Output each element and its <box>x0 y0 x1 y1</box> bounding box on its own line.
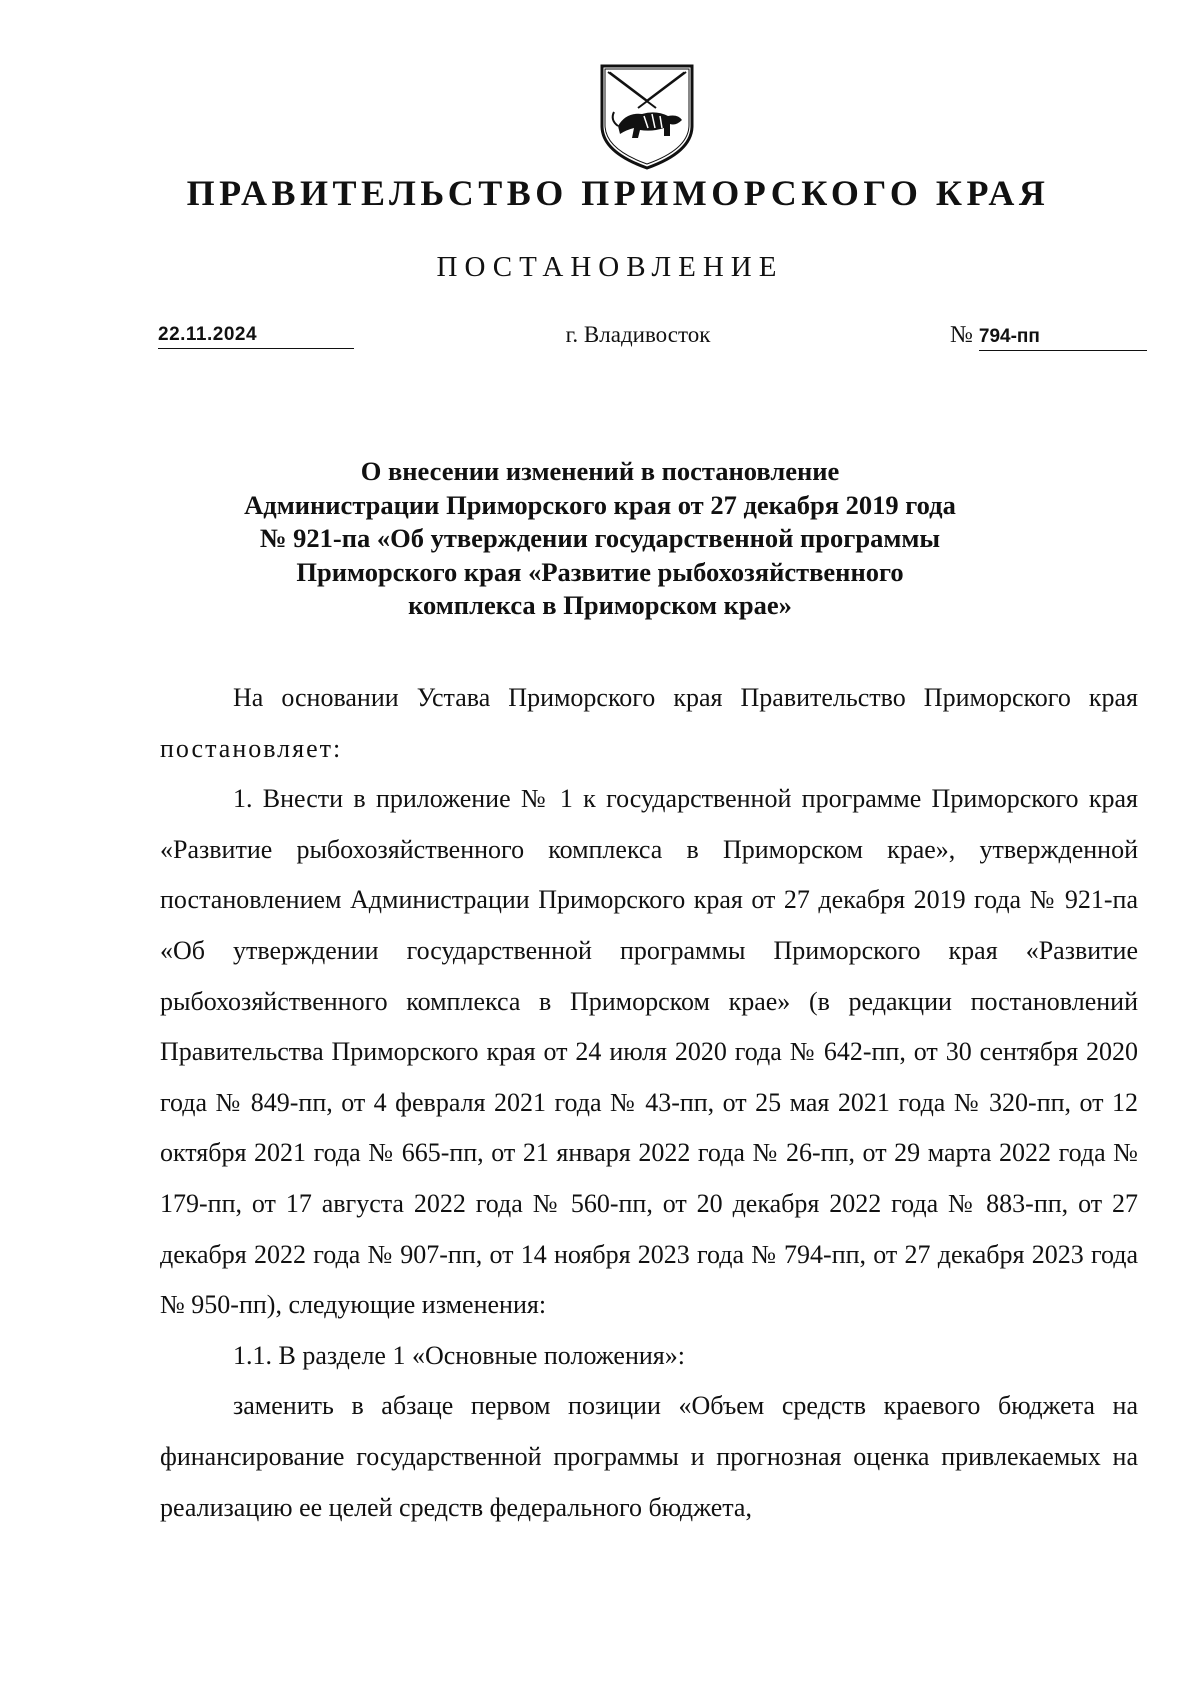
title-line: Приморского края «Развитие рыбохозяйственного <box>296 556 904 587</box>
preamble-verb: постановляет: <box>160 733 343 763</box>
item-1-paragraph: 1. Внести в приложение № 1 к государственной программе Приморского края «Развитие рыбохозяйственного комплекса в Приморском крае», утвержденной постановлением Администрации Приморского края от 27 декабря 2019 года № 921-па «Об утверждении государственной программы Приморского края «Развитие рыбохозяйственного комплекса в Приморском крае» (в редакции постановлений Правительства Приморского края от 24 июля 2020 года № 642-пп, от 30 сентября 2020 года № 849-пп, от 4 февраля 2021 года № 43-пп, от 25 мая 2021 года № 320-пп, от 12 октября 2021 года № 665-пп, от 21 января 2022 года № 26-пп, от 29 марта 2022 года № 179-пп, от 17 августа 2022 года № 560-пп, от 20 декабря 2022 года № 883-пп, от 27 декабря 2022 года № 907-пп, от 14 ноября 2023 года № 794-пп, от 27 декабря 2023 года № 950-пп), следующие изменения: <box>160 784 1138 1320</box>
title-line: Администрации Приморского края от 27 декабря 2019 года <box>244 489 956 520</box>
coat-of-arms-emblem <box>596 56 698 174</box>
document-meta-row <box>0 324 1200 364</box>
document-date: 22.11.2024 <box>158 324 354 349</box>
document-number: 794-пп <box>979 326 1147 351</box>
document-city: г. Владивосток <box>565 322 711 347</box>
document-body <box>160 673 1138 1533</box>
title-line: комплекса в Приморском крае» <box>408 590 792 620</box>
issuing-authority: ПРАВИТЕЛЬСТВО ПРИМОРСКОГО КРАЯ <box>186 173 1050 213</box>
preamble-paragraph <box>160 673 1138 774</box>
number-label: № <box>950 322 973 348</box>
title-line: № 921-па «Об утверждении государственной программы <box>259 523 941 553</box>
document-title <box>150 455 1050 623</box>
document-type: ПОСТАНОВЛЕНИЕ <box>436 251 784 283</box>
document-number-block <box>950 322 1147 351</box>
preamble-text: На основании Устава Приморского края Правительство Приморского края <box>233 683 1138 712</box>
item-1-1-heading: 1.1. В разделе 1 «Основные положения»: <box>233 1340 685 1370</box>
title-line: О внесении изменений в постановление <box>360 456 840 486</box>
item-1-1-text: заменить в абзаце первом позиции «Объем средств краевого бюджета на финансирование государственной программы и прогнозная оценка привлекаемых на реализацию ее целей средств федерального бюджета, <box>160 1391 1138 1522</box>
